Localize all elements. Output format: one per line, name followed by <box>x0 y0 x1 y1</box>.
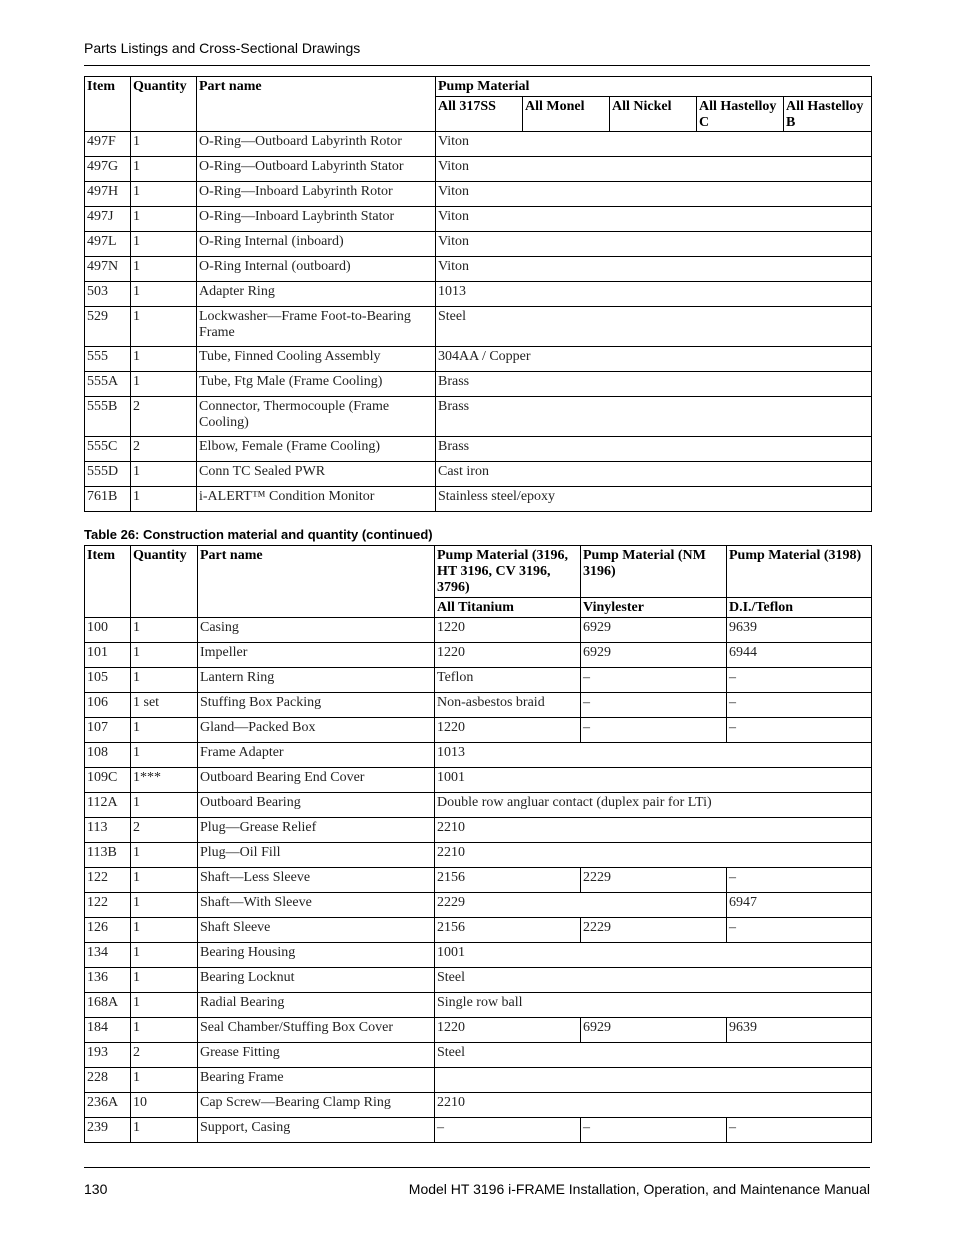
table-caption: Table 26: Construction material and quantity (continued) <box>84 527 433 542</box>
part-name-cell: Plug—Grease Relief <box>198 818 435 843</box>
part-name-cell: Bearing Frame <box>198 1068 435 1093</box>
item-cell: 497L <box>85 232 131 257</box>
material-cell: 2229 <box>435 893 727 918</box>
material-cell: Brass <box>436 397 872 437</box>
material-cell: 1220 <box>435 618 581 643</box>
part-name-cell: O-Ring—Inboard Laybrinth Stator <box>197 207 436 232</box>
material-cell: Viton <box>436 257 872 282</box>
table-row <box>85 347 872 372</box>
table-row <box>85 693 872 718</box>
parts-table-1 <box>84 76 872 512</box>
item-cell: 497F <box>85 132 131 157</box>
table-row <box>85 487 872 512</box>
material-cell: 2210 <box>435 1093 872 1118</box>
item-cell: 101 <box>85 643 131 668</box>
material-cell: – <box>727 693 872 718</box>
quantity-cell: 1 <box>131 893 198 918</box>
item-cell: 113 <box>85 818 131 843</box>
part-name-cell: Shaft Sleeve <box>198 918 435 943</box>
material-cell: 1013 <box>436 282 872 307</box>
material-cell: 1001 <box>435 943 872 968</box>
table-row <box>85 943 872 968</box>
part-name-cell: Outboard Bearing <box>198 793 435 818</box>
material-cell: Viton <box>436 232 872 257</box>
table-row <box>85 372 872 397</box>
part-name-cell: Stuffing Box Packing <box>198 693 435 718</box>
col-subheader-material: All Nickel <box>610 97 697 132</box>
quantity-cell: 10 <box>131 1093 198 1118</box>
part-name-cell: O-Ring Internal (outboard) <box>197 257 436 282</box>
quantity-cell: 1 <box>131 487 197 512</box>
item-cell: 122 <box>85 893 131 918</box>
item-cell: 529 <box>85 307 131 347</box>
item-cell: 108 <box>85 743 131 768</box>
material-cell: 2156 <box>435 918 581 943</box>
quantity-cell: 1 <box>131 372 197 397</box>
table-row <box>85 743 872 768</box>
material-cell: 6947 <box>727 893 872 918</box>
table-row <box>85 307 872 347</box>
quantity-cell: 1*** <box>131 768 198 793</box>
col-header-pump-material-nm3196: Pump Material (NM 3196) <box>581 546 727 598</box>
col-subheader-material: All 317SS <box>436 97 523 132</box>
material-cell: Teflon <box>435 668 581 693</box>
material-cell: 1220 <box>435 1018 581 1043</box>
item-cell: 122 <box>85 868 131 893</box>
quantity-cell: 1 <box>131 718 198 743</box>
quantity-cell: 1 <box>131 157 197 182</box>
table-row <box>85 843 872 868</box>
part-name-cell: Tube, Ftg Male (Frame Cooling) <box>197 372 436 397</box>
part-name-cell: Bearing Locknut <box>198 968 435 993</box>
col-subheader-material: All Hastelloy C <box>697 97 784 132</box>
part-name-cell: Plug—Oil Fill <box>198 843 435 868</box>
col-header-part-name: Part name <box>198 546 435 618</box>
material-cell: Single row ball <box>435 993 872 1018</box>
material-cell: Viton <box>436 132 872 157</box>
quantity-cell: 1 <box>131 868 198 893</box>
quantity-cell: 1 <box>131 462 197 487</box>
quantity-cell: 1 <box>131 1118 198 1143</box>
part-name-cell: Bearing Housing <box>198 943 435 968</box>
table-row <box>85 1093 872 1118</box>
part-name-cell: O-Ring—Outboard Labyrinth Rotor <box>197 132 436 157</box>
table-row <box>85 1018 872 1043</box>
quantity-cell: 1 <box>131 743 198 768</box>
material-cell: Steel <box>436 307 872 347</box>
item-cell: 236A <box>85 1093 131 1118</box>
quantity-cell: 1 <box>131 668 198 693</box>
item-cell: 497J <box>85 207 131 232</box>
material-cell: – <box>581 693 727 718</box>
part-name-cell: Conn TC Sealed PWR <box>197 462 436 487</box>
table-row <box>85 868 872 893</box>
quantity-cell: 1 <box>131 257 197 282</box>
quantity-cell: 2 <box>131 437 197 462</box>
page-number: 130 <box>84 1181 108 1197</box>
material-cell: 2210 <box>435 843 872 868</box>
material-cell: – <box>727 668 872 693</box>
parts-table-2 <box>84 545 872 1143</box>
quantity-cell: 1 <box>131 1018 198 1043</box>
col-subheader-material: All Monel <box>523 97 610 132</box>
item-cell: 109C <box>85 768 131 793</box>
material-cell: – <box>727 868 872 893</box>
item-cell: 239 <box>85 1118 131 1143</box>
table-row <box>85 768 872 793</box>
item-cell: 136 <box>85 968 131 993</box>
col-header-quantity: Quantity <box>131 546 198 618</box>
part-name-cell: Impeller <box>198 643 435 668</box>
quantity-cell: 1 <box>131 968 198 993</box>
part-name-cell: Grease Fitting <box>198 1043 435 1068</box>
item-cell: 555A <box>85 372 131 397</box>
table-row <box>85 718 872 743</box>
table-row <box>85 207 872 232</box>
col-header-item: Item <box>85 546 131 618</box>
quantity-cell: 2 <box>131 1043 198 1068</box>
material-cell: Non-asbestos braid <box>435 693 581 718</box>
material-cell: Brass <box>436 372 872 397</box>
table-row <box>85 993 872 1018</box>
quantity-cell: 1 <box>131 182 197 207</box>
part-name-cell: Casing <box>198 618 435 643</box>
part-name-cell: Adapter Ring <box>197 282 436 307</box>
material-cell: 1013 <box>435 743 872 768</box>
material-cell: Cast iron <box>436 462 872 487</box>
material-cell: – <box>581 668 727 693</box>
material-cell: Stainless steel/epoxy <box>436 487 872 512</box>
part-name-cell: O-Ring Internal (inboard) <box>197 232 436 257</box>
material-cell: Viton <box>436 207 872 232</box>
table-row <box>85 1043 872 1068</box>
part-name-cell: Tube, Finned Cooling Assembly <box>197 347 436 372</box>
item-cell: 555B <box>85 397 131 437</box>
item-cell: 106 <box>85 693 131 718</box>
quantity-cell: 1 <box>131 643 198 668</box>
material-cell: 1220 <box>435 718 581 743</box>
col-header-pump-material-3198: Pump Material (3198) <box>727 546 872 598</box>
part-name-cell: Lantern Ring <box>198 668 435 693</box>
table-row <box>85 618 872 643</box>
material-cell: 1220 <box>435 643 581 668</box>
col-subheader-titanium: All Titanium <box>435 598 581 618</box>
material-cell: Brass <box>436 437 872 462</box>
item-cell: 105 <box>85 668 131 693</box>
table-row <box>85 257 872 282</box>
material-cell: – <box>727 918 872 943</box>
material-cell: Steel <box>435 968 872 993</box>
quantity-cell: 1 <box>131 232 197 257</box>
part-name-cell: Elbow, Female (Frame Cooling) <box>197 437 436 462</box>
table-row <box>85 157 872 182</box>
item-cell: 100 <box>85 618 131 643</box>
material-cell: 9639 <box>727 1018 872 1043</box>
material-cell: 2210 <box>435 818 872 843</box>
part-name-cell: Shaft—With Sleeve <box>198 893 435 918</box>
part-name-cell: Cap Screw—Bearing Clamp Ring <box>198 1093 435 1118</box>
quantity-cell: 2 <box>131 397 197 437</box>
material-cell: 2229 <box>581 868 727 893</box>
header-rule <box>84 65 870 66</box>
item-cell: 497H <box>85 182 131 207</box>
quantity-cell: 1 <box>131 793 198 818</box>
item-cell: 168A <box>85 993 131 1018</box>
table-row <box>85 793 872 818</box>
table-row <box>85 282 872 307</box>
item-cell: 113B <box>85 843 131 868</box>
table-row <box>85 818 872 843</box>
col-header-pump-material-3196: Pump Material (3196, HT 3196, CV 3196, 3796) <box>435 546 581 598</box>
material-cell: Double row angluar contact (duplex pair for LTi) <box>435 793 872 818</box>
part-name-cell: Gland—Packed Box <box>198 718 435 743</box>
quantity-cell: 1 <box>131 943 198 968</box>
material-cell: 1001 <box>435 768 872 793</box>
table-row <box>85 437 872 462</box>
material-cell: – <box>727 1118 872 1143</box>
material-cell: 6929 <box>581 1018 727 1043</box>
col-header-item: Item <box>85 77 131 132</box>
part-name-cell: Radial Bearing <box>198 993 435 1018</box>
item-cell: 228 <box>85 1068 131 1093</box>
col-subheader-material: All Hastelloy B <box>784 97 872 132</box>
quantity-cell: 1 <box>131 618 198 643</box>
material-cell: 2156 <box>435 868 581 893</box>
table-row <box>85 397 872 437</box>
part-name-cell: Support, Casing <box>198 1118 435 1143</box>
col-subheader-di-teflon: D.I./Teflon <box>727 598 872 618</box>
material-cell: Steel <box>435 1043 872 1068</box>
table-row <box>85 232 872 257</box>
material-cell: Viton <box>436 157 872 182</box>
item-cell: 193 <box>85 1043 131 1068</box>
material-cell: 304AA / Copper <box>436 347 872 372</box>
col-header-quantity: Quantity <box>131 77 197 132</box>
part-name-cell: Frame Adapter <box>198 743 435 768</box>
item-cell: 555C <box>85 437 131 462</box>
quantity-cell: 1 <box>131 918 198 943</box>
material-cell: 6929 <box>581 618 727 643</box>
part-name-cell: Connector, Thermocouple (Frame Cooling) <box>197 397 436 437</box>
col-subheader-vinylester: Vinylester <box>581 598 727 618</box>
table-row <box>85 1068 872 1093</box>
table-row <box>85 182 872 207</box>
item-cell: 555 <box>85 347 131 372</box>
table-row <box>85 132 872 157</box>
material-cell: 2229 <box>581 918 727 943</box>
table-row <box>85 462 872 487</box>
quantity-cell: 1 <box>131 1068 198 1093</box>
table-row <box>85 918 872 943</box>
table-row <box>85 968 872 993</box>
quantity-cell: 1 <box>131 347 197 372</box>
item-cell: 184 <box>85 1018 131 1043</box>
col-header-pump-material: Pump Material <box>436 77 872 97</box>
item-cell: 497N <box>85 257 131 282</box>
quantity-cell: 1 <box>131 993 198 1018</box>
item-cell: 503 <box>85 282 131 307</box>
item-cell: 497G <box>85 157 131 182</box>
quantity-cell: 1 <box>131 207 197 232</box>
part-name-cell: i-ALERT™ Condition Monitor <box>197 487 436 512</box>
material-cell: – <box>727 718 872 743</box>
material-cell: 6944 <box>727 643 872 668</box>
quantity-cell: 1 set <box>131 693 198 718</box>
running-header: Parts Listings and Cross-Sectional Drawings <box>84 40 361 56</box>
quantity-cell: 1 <box>131 843 198 868</box>
material-cell: – <box>435 1118 581 1143</box>
material-cell: 9639 <box>727 618 872 643</box>
part-name-cell: Outboard Bearing End Cover <box>198 768 435 793</box>
quantity-cell: 1 <box>131 307 197 347</box>
item-cell: 107 <box>85 718 131 743</box>
quantity-cell: 1 <box>131 132 197 157</box>
part-name-cell: O-Ring—Outboard Labyrinth Stator <box>197 157 436 182</box>
col-header-part-name: Part name <box>197 77 436 132</box>
material-cell: – <box>581 1118 727 1143</box>
item-cell: 126 <box>85 918 131 943</box>
item-cell: 555D <box>85 462 131 487</box>
quantity-cell: 1 <box>131 282 197 307</box>
table-row <box>85 643 872 668</box>
part-name-cell: Seal Chamber/Stuffing Box Cover <box>198 1018 435 1043</box>
material-cell <box>435 1068 872 1093</box>
part-name-cell: O-Ring—Inboard Labyrinth Rotor <box>197 182 436 207</box>
table-row <box>85 668 872 693</box>
table-row <box>85 1118 872 1143</box>
part-name-cell: Shaft—Less Sleeve <box>198 868 435 893</box>
manual-title: Model HT 3196 i-FRAME Installation, Operation, and Maintenance Manual <box>408 1181 870 1197</box>
quantity-cell: 2 <box>131 818 198 843</box>
item-cell: 112A <box>85 793 131 818</box>
footer-rule <box>84 1167 870 1168</box>
table-row <box>85 893 872 918</box>
material-cell: 6929 <box>581 643 727 668</box>
material-cell: Viton <box>436 182 872 207</box>
material-cell: – <box>581 718 727 743</box>
part-name-cell: Lockwasher—Frame Foot-to-Bearing Frame <box>197 307 436 347</box>
item-cell: 134 <box>85 943 131 968</box>
item-cell: 761B <box>85 487 131 512</box>
